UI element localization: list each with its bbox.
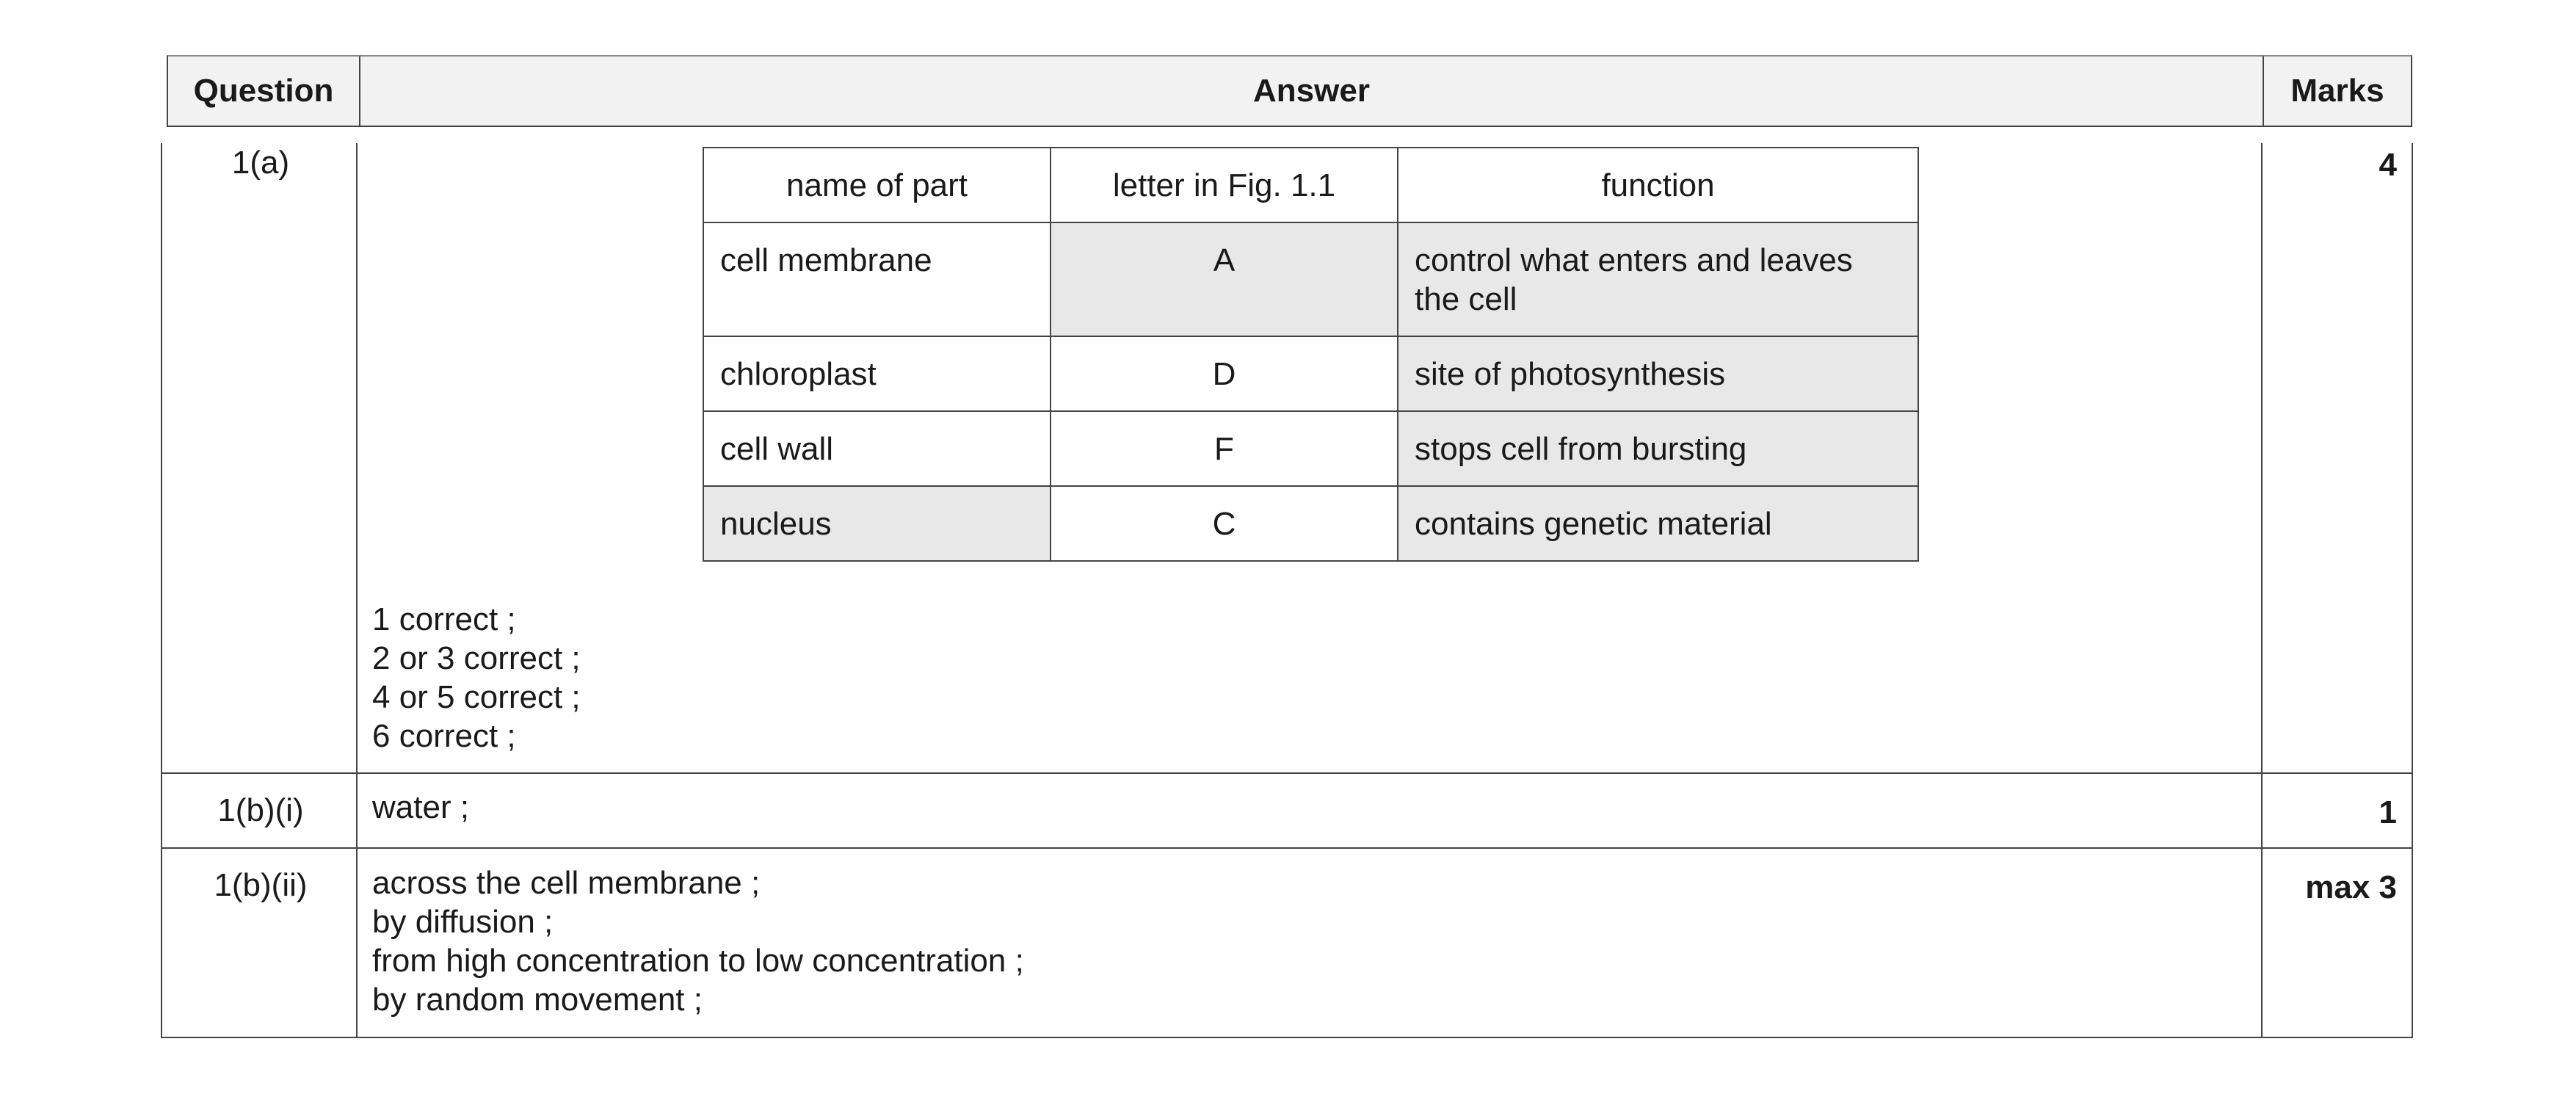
marks-value: max 3 bbox=[2305, 869, 2397, 905]
part-function: site of photosynthesis bbox=[1398, 336, 1918, 411]
marking-note: 4 or 5 correct ; bbox=[372, 679, 581, 715]
answer-lines bbox=[372, 863, 1024, 1019]
part-letter: D bbox=[1051, 336, 1398, 411]
part-function: control what enters and leaves the cell bbox=[1398, 222, 1918, 336]
marking-note: 2 or 3 correct ; bbox=[372, 640, 581, 676]
row-divider-1 bbox=[161, 772, 2413, 774]
table-row bbox=[703, 222, 1918, 336]
header-marks: Marks bbox=[2263, 55, 2412, 127]
part-function: contains genetic material bbox=[1398, 486, 1918, 561]
part-letter: F bbox=[1051, 411, 1398, 486]
col-header-function: function bbox=[1398, 148, 1918, 222]
marking-note: 1 correct ; bbox=[372, 601, 516, 637]
part-function: stops cell from bursting bbox=[1398, 411, 1918, 486]
grid-right-border bbox=[2412, 143, 2413, 1038]
table-row bbox=[703, 486, 1918, 561]
answer-line: across the cell membrane ; bbox=[372, 865, 761, 901]
header-answer: Answer bbox=[360, 55, 2263, 127]
table-row bbox=[703, 336, 1918, 411]
table-bottom-border bbox=[161, 1037, 2413, 1038]
answer-line: by random movement ; bbox=[372, 982, 703, 1018]
question-label: 1(b)(i) bbox=[217, 792, 304, 828]
table-row bbox=[703, 411, 1918, 486]
marks-value: 4 bbox=[2379, 147, 2397, 183]
grid-marks-divider bbox=[2261, 143, 2263, 1038]
question-label: 1(b)(ii) bbox=[214, 867, 308, 903]
grid-left-border bbox=[161, 143, 162, 1038]
part-name: nucleus bbox=[703, 486, 1051, 561]
table-header-row bbox=[703, 148, 1918, 222]
grid-question-divider bbox=[356, 143, 358, 1038]
answer-line: from high concentration to low concentration ; bbox=[372, 943, 1024, 979]
part-name: chloroplast bbox=[703, 336, 1051, 411]
marking-notes bbox=[372, 600, 581, 756]
row-divider-2 bbox=[161, 847, 2413, 849]
answer-line: by diffusion ; bbox=[372, 904, 554, 940]
cell-parts-table bbox=[703, 147, 1919, 562]
part-letter: A bbox=[1051, 222, 1398, 336]
col-header-name: name of part bbox=[703, 148, 1051, 222]
marks-value: 1 bbox=[2379, 794, 2397, 830]
question-label: 1(a) bbox=[231, 145, 290, 181]
part-name: cell wall bbox=[703, 411, 1051, 486]
header-question: Question bbox=[167, 55, 360, 127]
col-header-letter: letter in Fig. 1.1 bbox=[1051, 148, 1398, 222]
part-name: cell membrane bbox=[703, 222, 1051, 336]
part-letter: C bbox=[1051, 486, 1398, 561]
answer-text: water ; bbox=[372, 789, 470, 825]
marking-note: 6 correct ; bbox=[372, 718, 516, 754]
